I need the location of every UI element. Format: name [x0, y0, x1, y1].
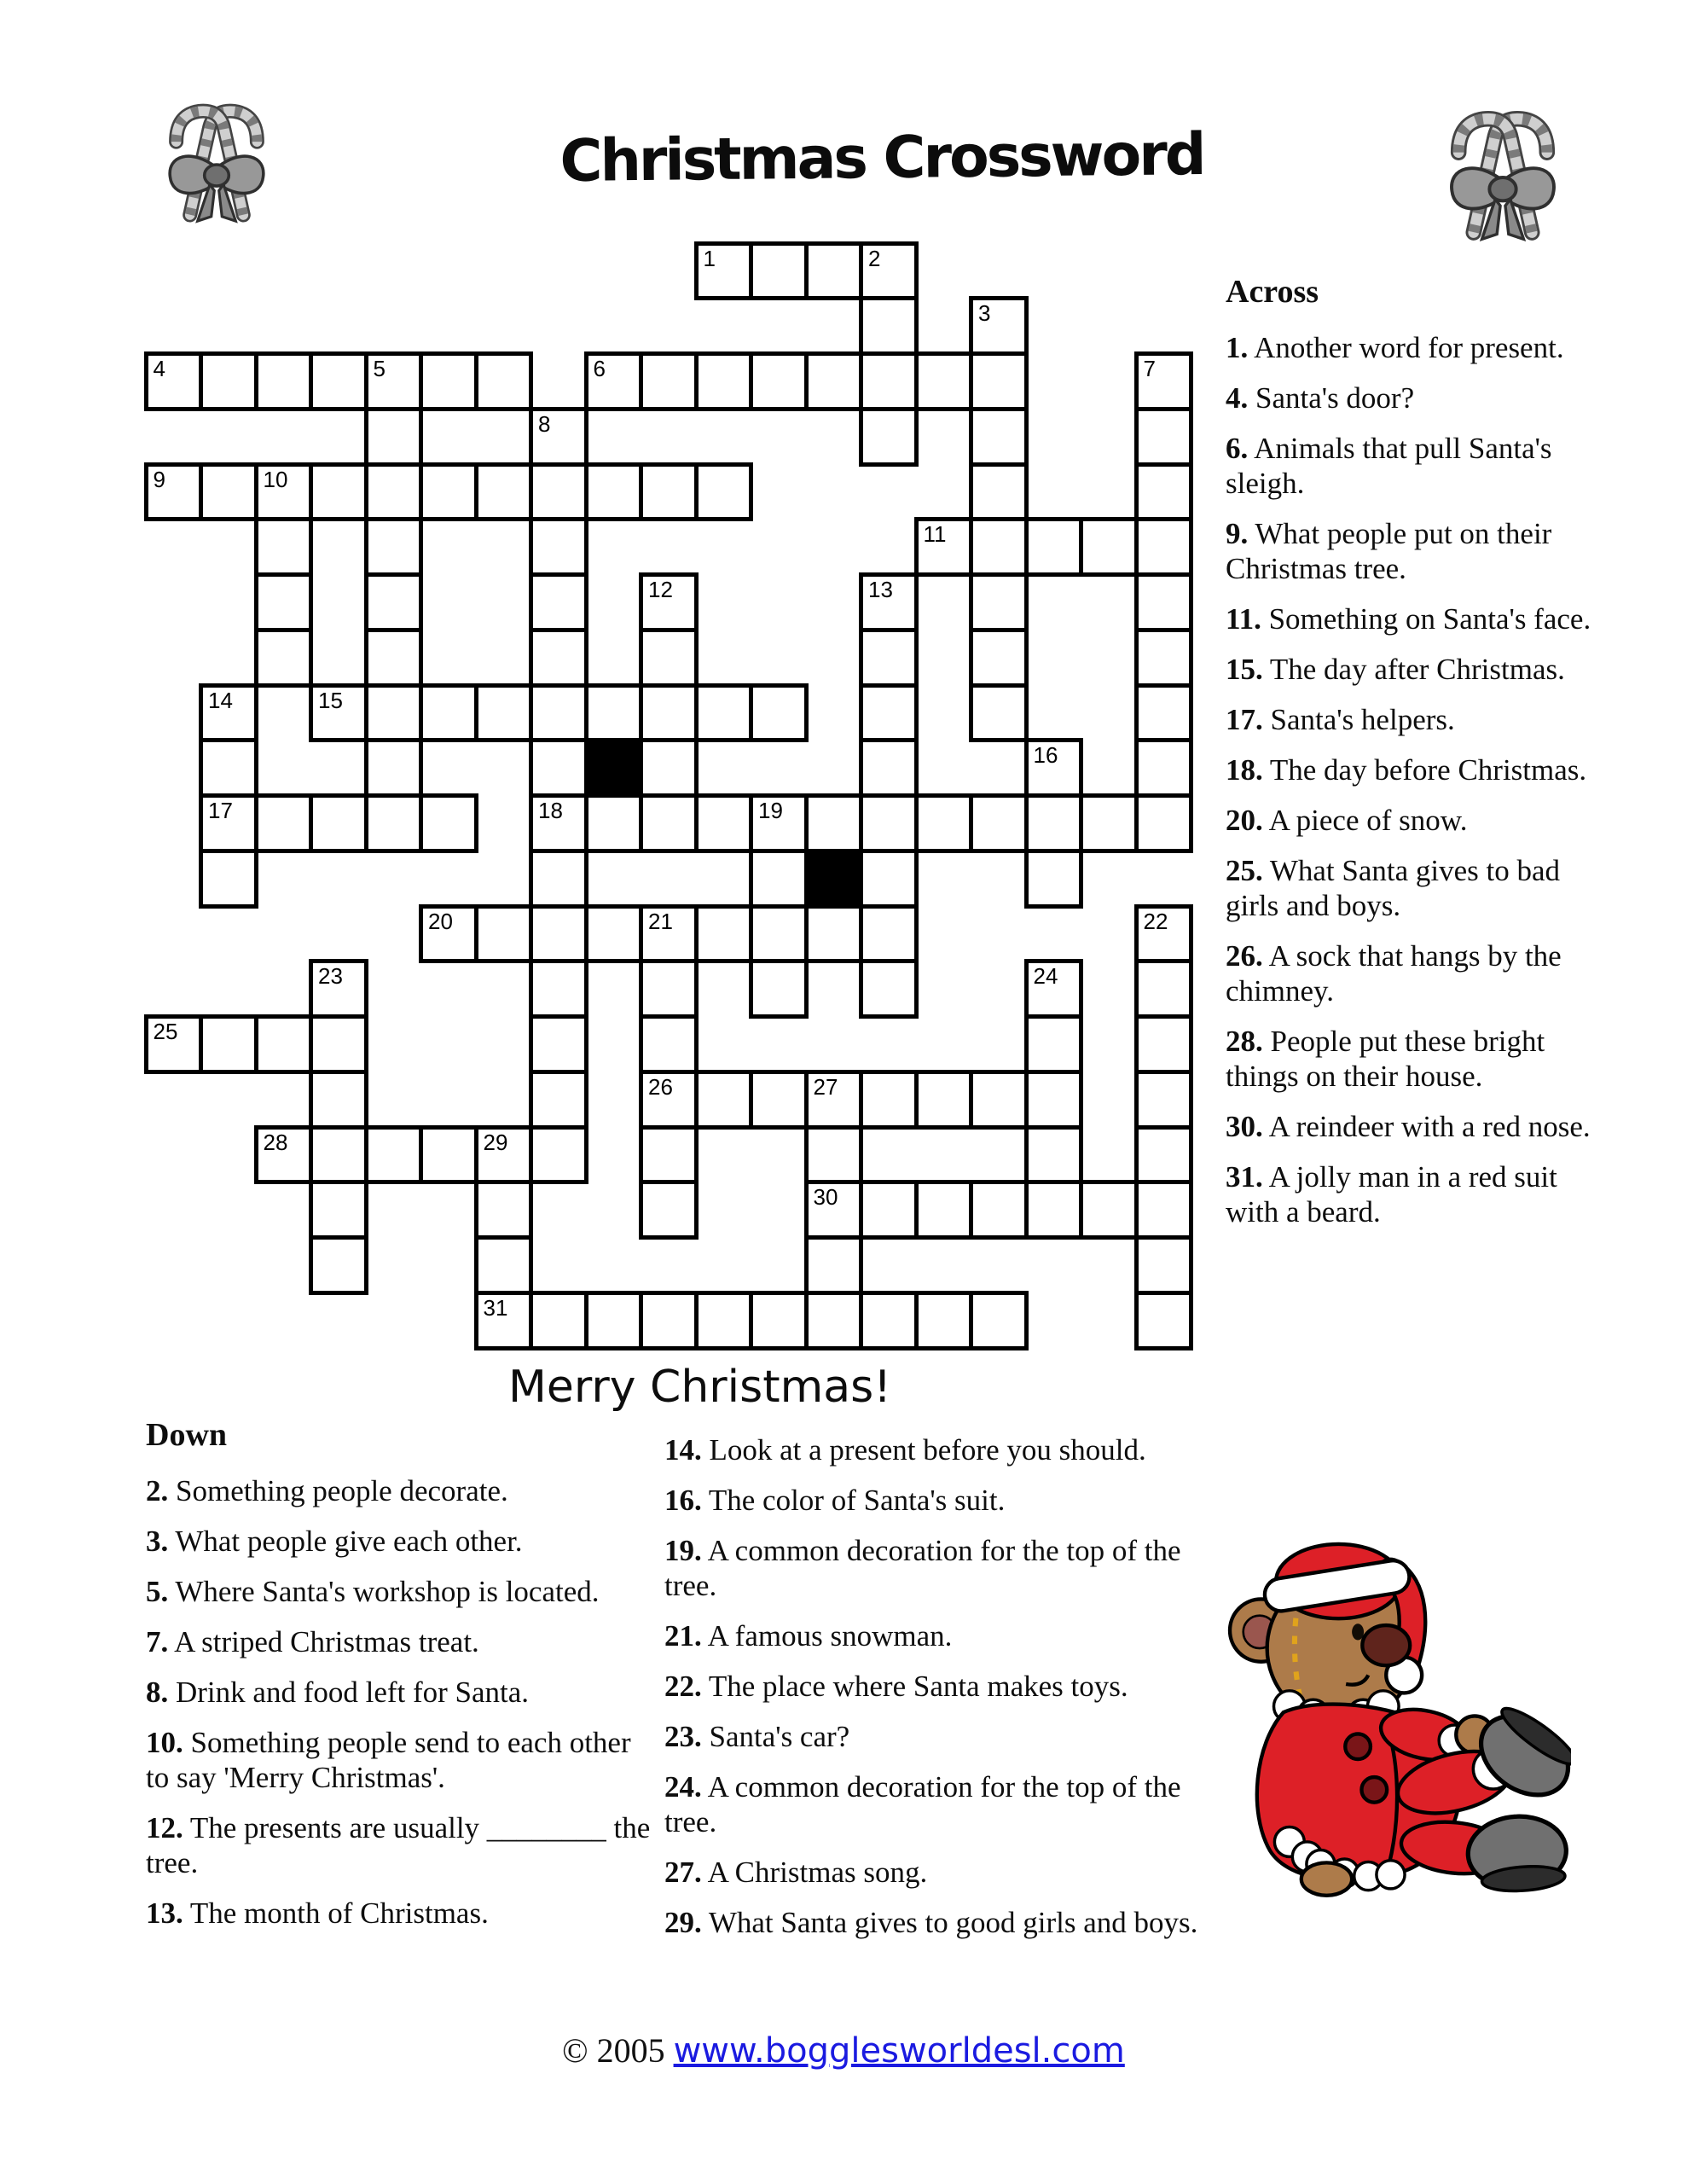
cell-number: 18 — [538, 798, 563, 823]
grid-cell-r4c18[interactable] — [1134, 462, 1194, 522]
clue-number: 7. — [146, 1625, 169, 1658]
cell-number: 4 — [153, 356, 165, 381]
grid-cell-r11c13[interactable] — [859, 849, 919, 909]
clue-across-26: 26. A sock that hangs by the chimney. — [1226, 939, 1562, 1008]
clue-down-16: 16. The color of Santa's suit. — [664, 1484, 1006, 1517]
across-header: Across — [1226, 274, 1319, 310]
clue-across-25: 25. What Santa gives to bad girls and boys. — [1226, 854, 1561, 922]
clue-down-14: 14. Look at a present before you should. — [664, 1433, 1146, 1467]
clue-down-12: 12. The presents are usually ________ the tree. — [146, 1811, 651, 1879]
grid-cell-r10c7[interactable] — [529, 793, 588, 853]
grid-cell-r8c10[interactable] — [694, 683, 754, 743]
down-clues-column-2 — [664, 1432, 1227, 1955]
clue-number: 18. — [1226, 753, 1263, 787]
grid-cell-r10c12[interactable] — [804, 793, 864, 853]
grid-cell-r15c18[interactable] — [1134, 1070, 1194, 1130]
clue-across-11: 11. Something on Santa's face. — [1226, 602, 1591, 636]
clue-number: 22. — [664, 1670, 702, 1703]
grid-cell-r4c10[interactable] — [694, 462, 754, 522]
grid-cell-r17c17[interactable] — [1079, 1180, 1139, 1240]
clue-number: 24. — [664, 1770, 702, 1804]
grid-cell-r14c3[interactable] — [309, 1014, 368, 1074]
grid-cell-r10c14[interactable] — [914, 793, 974, 853]
grid-cell-r15c16[interactable] — [1024, 1070, 1084, 1130]
bear-foot — [1301, 1862, 1352, 1895]
grid-cell-r1c15[interactable] — [969, 296, 1029, 356]
grid-cell-r5c14[interactable] — [914, 517, 974, 577]
crossword-grid — [146, 243, 1197, 1352]
grid-cell-r10c8[interactable] — [584, 793, 644, 853]
clue-number: 2. — [146, 1474, 169, 1507]
clue-across-30: 30. A reindeer with a red nose. — [1226, 1110, 1591, 1143]
grid-cell-r10c3[interactable] — [309, 793, 368, 853]
grid-cell-r4c9[interactable] — [639, 462, 699, 522]
grid-cell-r13c16[interactable] — [1024, 959, 1084, 1019]
grid-cell-r19c14[interactable] — [914, 1291, 974, 1350]
clue-number: 28. — [1226, 1025, 1263, 1058]
grid-cell-r9c16[interactable] — [1024, 738, 1084, 798]
bear-boot — [1465, 1813, 1568, 1894]
down-clues-column-1 — [146, 1418, 658, 1946]
clue-number: 14. — [664, 1433, 702, 1467]
grid-cell-r11c7[interactable] — [529, 849, 588, 909]
grid-cell-r14c9[interactable] — [639, 1014, 699, 1074]
down-clue-list-2 — [664, 1432, 1227, 1940]
grid-cell-r14c0[interactable] — [144, 1014, 204, 1074]
grid-cell-r8c6[interactable] — [474, 683, 534, 743]
clue-across-20: 20. A piece of snow. — [1226, 804, 1468, 837]
block-cell — [804, 849, 864, 909]
grid-cell-r4c4[interactable] — [364, 462, 424, 522]
grid-cell-r2c15[interactable] — [969, 351, 1029, 411]
cell-number: 21 — [648, 908, 673, 934]
grid-cell-r0c12[interactable] — [804, 241, 864, 301]
cell-number: 28 — [263, 1129, 288, 1155]
grid-cell-r9c7[interactable] — [529, 738, 588, 798]
grid-cell-r4c7[interactable] — [529, 462, 588, 522]
grid-cell-r7c9[interactable] — [639, 628, 699, 688]
grid-cell-r1c13[interactable] — [859, 296, 919, 356]
grid-cell-r17c14[interactable] — [914, 1180, 974, 1240]
clue-down-7: 7. A striped Christmas treat. — [146, 1625, 479, 1658]
grid-cell-r15c15[interactable] — [969, 1070, 1029, 1130]
clue-number: 15. — [1226, 653, 1263, 686]
grid-cell-r12c7[interactable] — [529, 904, 588, 964]
clue-down-24: 24. A common decoration for the top of the tree. — [664, 1770, 1181, 1838]
grid-cell-r4c15[interactable] — [969, 462, 1029, 522]
footer — [0, 2030, 1687, 2071]
grid-cell-r5c16[interactable] — [1024, 517, 1084, 577]
bear-nose — [1362, 1625, 1410, 1665]
clue-number: 25. — [1226, 854, 1263, 887]
clue-number: 1. — [1226, 331, 1249, 364]
grid-cell-r15c9[interactable] — [639, 1070, 699, 1130]
grid-cell-r6c2[interactable] — [254, 572, 314, 632]
clue-number: 11. — [1226, 602, 1261, 636]
grid-cell-r17c13[interactable] — [859, 1180, 919, 1240]
coat-button — [1361, 1777, 1387, 1803]
grid-cell-r19c13[interactable] — [859, 1291, 919, 1350]
grid-cell-r0c13[interactable] — [859, 241, 919, 301]
clue-number: 20. — [1226, 804, 1263, 837]
grid-cell-r16c18[interactable] — [1134, 1125, 1194, 1185]
grid-cell-r6c18[interactable] — [1134, 572, 1194, 632]
grid-cell-r14c2[interactable] — [254, 1014, 314, 1074]
grid-cell-r14c7[interactable] — [529, 1014, 588, 1074]
grid-cell-r2c10[interactable] — [694, 351, 754, 411]
grid-cell-r7c13[interactable] — [859, 628, 919, 688]
grid-cell-r8c1[interactable] — [199, 683, 258, 743]
grid-cell-r19c15[interactable] — [969, 1291, 1029, 1350]
grid-cell-r18c3[interactable] — [309, 1235, 368, 1295]
coat-button — [1345, 1734, 1371, 1759]
grid-cell-r10c13[interactable] — [859, 793, 919, 853]
cell-number: 15 — [318, 687, 343, 713]
grid-cell-r17c3[interactable] — [309, 1180, 368, 1240]
grid-cell-r8c3[interactable] — [309, 683, 368, 743]
clue-number: 19. — [664, 1534, 702, 1567]
grid-cell-r19c10[interactable] — [694, 1291, 754, 1350]
grid-cell-r6c9[interactable] — [639, 572, 699, 632]
cell-number: 1 — [703, 245, 716, 271]
grid-cell-r7c7[interactable] — [529, 628, 588, 688]
grid-cell-r8c5[interactable] — [419, 683, 478, 743]
grid-cell-r15c12[interactable] — [804, 1070, 864, 1130]
grid-cell-r3c4[interactable] — [364, 407, 424, 467]
cell-number: 14 — [208, 687, 233, 713]
grid-cell-r16c9[interactable] — [639, 1125, 699, 1185]
clue-number: 30. — [1226, 1110, 1263, 1143]
grid-cell-r12c10[interactable] — [694, 904, 754, 964]
cell-number: 5 — [373, 356, 386, 381]
clue-down-5: 5. Where Santa's workshop is located. — [146, 1575, 600, 1608]
grid-cell-r10c15[interactable] — [969, 793, 1029, 853]
grid-cell-r7c4[interactable] — [364, 628, 424, 688]
grid-cell-r17c12[interactable] — [804, 1180, 864, 1240]
clue-number: 17. — [1226, 703, 1263, 736]
grid-cell-r2c2[interactable] — [254, 351, 314, 411]
clue-number: 23. — [664, 1720, 702, 1753]
cell-number: 29 — [483, 1129, 508, 1155]
cell-number: 9 — [153, 466, 165, 492]
grid-cell-r16c16[interactable] — [1024, 1125, 1084, 1185]
grid-cell-r8c7[interactable] — [529, 683, 588, 743]
grid-cell-r15c7[interactable] — [529, 1070, 588, 1130]
grid-cell-r7c15[interactable] — [969, 628, 1029, 688]
clue-number: 12. — [146, 1811, 183, 1844]
grid-cell-r18c12[interactable] — [804, 1235, 864, 1295]
clue-number: 13. — [146, 1896, 183, 1930]
cell-number: 8 — [538, 410, 551, 437]
clue-number: 21. — [664, 1619, 702, 1653]
clue-number: 31. — [1226, 1160, 1263, 1194]
grid-cell-r14c18[interactable] — [1134, 1014, 1194, 1074]
merry-christmas-text: Merry Christmas! — [508, 1362, 892, 1413]
grid-cell-r9c18[interactable] — [1134, 738, 1194, 798]
grid-cell-r2c13[interactable] — [859, 351, 919, 411]
grid-cell-r19c9[interactable] — [639, 1291, 699, 1350]
grid-cell-r10c4[interactable] — [364, 793, 424, 853]
grid-cell-r17c16[interactable] — [1024, 1180, 1084, 1240]
grid-cell-r19c18[interactable] — [1134, 1291, 1194, 1350]
cell-number: 24 — [1033, 963, 1058, 990]
grid-cell-r19c12[interactable] — [804, 1291, 864, 1350]
clue-number: 26. — [1226, 939, 1263, 973]
grid-cell-r13c7[interactable] — [529, 959, 588, 1019]
grid-cell-r14c1[interactable] — [199, 1014, 258, 1074]
clue-down-2: 2. Something people decorate. — [146, 1474, 508, 1507]
grid-cell-r15c10[interactable] — [694, 1070, 754, 1130]
grid-cell-r11c1[interactable] — [199, 849, 258, 909]
clue-across-4: 4. Santa's door? — [1226, 381, 1415, 415]
copyright-text: © 2005 — [562, 2031, 674, 2070]
grid-cell-r8c4[interactable] — [364, 683, 424, 743]
grid-cell-r2c11[interactable] — [749, 351, 809, 411]
block-cell — [584, 738, 644, 798]
grid-cell-r4c5[interactable] — [419, 462, 478, 522]
clue-across-9: 9. What people put on their Christmas tree. — [1226, 517, 1552, 585]
clue-number: 8. — [146, 1676, 169, 1709]
cell-number: 23 — [318, 963, 343, 990]
cell-number: 6 — [593, 356, 606, 381]
grid-cell-r5c4[interactable] — [364, 517, 424, 577]
grid-cell-r7c2[interactable] — [254, 628, 314, 688]
grid-cell-r12c18[interactable] — [1134, 904, 1194, 964]
grid-cell-r10c9[interactable] — [639, 793, 699, 853]
grid-cell-r18c18[interactable] — [1134, 1235, 1194, 1295]
cell-number: 19 — [758, 798, 783, 823]
grid-cell-r2c18[interactable] — [1134, 351, 1194, 411]
grid-cell-r16c5[interactable] — [419, 1125, 478, 1185]
grid-cell-r3c18[interactable] — [1134, 407, 1194, 467]
grid-cell-r13c3[interactable] — [309, 959, 368, 1019]
grid-cell-r12c13[interactable] — [859, 904, 919, 964]
grid-cell-r16c7[interactable] — [529, 1125, 588, 1185]
grid-cell-r4c2[interactable] — [254, 462, 314, 522]
cell-number: 16 — [1033, 742, 1058, 769]
cell-number: 30 — [813, 1184, 838, 1211]
grid-cell-r19c11[interactable] — [749, 1291, 809, 1350]
grid-cell-r10c2[interactable] — [254, 793, 314, 853]
candy-cane-bow-right-icon — [1431, 102, 1574, 253]
across-clue-list — [1226, 330, 1605, 1229]
grid-cell-r14c16[interactable] — [1024, 1014, 1084, 1074]
down-header: Down — [146, 1417, 228, 1453]
clue-number: 16. — [664, 1484, 702, 1517]
grid-cell-r2c6[interactable] — [474, 351, 534, 411]
clue-down-27: 27. A Christmas song. — [664, 1856, 928, 1889]
grid-cell-r15c11[interactable] — [749, 1070, 809, 1130]
clue-down-13: 13. The month of Christmas. — [146, 1896, 489, 1930]
grid-cell-r17c9[interactable] — [639, 1180, 699, 1240]
cell-number: 12 — [648, 577, 673, 602]
grid-cell-r8c15[interactable] — [969, 683, 1029, 743]
grid-cell-r9c1[interactable] — [199, 738, 258, 798]
grid-cell-r2c5[interactable] — [419, 351, 478, 411]
grid-cell-r0c11[interactable] — [749, 241, 809, 301]
grid-cell-r10c5[interactable] — [419, 793, 478, 853]
grid-cell-r9c9[interactable] — [639, 738, 699, 798]
clue-number: 4. — [1226, 381, 1249, 415]
grid-cell-r2c9[interactable] — [639, 351, 699, 411]
grid-cell-r13c9[interactable] — [639, 959, 699, 1019]
grid-cell-r15c14[interactable] — [914, 1070, 974, 1130]
grid-cell-r9c4[interactable] — [364, 738, 424, 798]
clue-across-28: 28. People put these bright things on their house. — [1226, 1025, 1545, 1093]
grid-cell-r7c18[interactable] — [1134, 628, 1194, 688]
grid-cell-r15c3[interactable] — [309, 1070, 368, 1130]
candy-cane-bow-left-icon — [152, 96, 281, 234]
grid-cell-r8c18[interactable] — [1134, 683, 1194, 743]
grid-cell-r5c18[interactable] — [1134, 517, 1194, 577]
grid-cell-r11c16[interactable] — [1024, 849, 1084, 909]
grid-cell-r2c0[interactable] — [144, 351, 204, 411]
grid-cell-r12c11[interactable] — [749, 904, 809, 964]
grid-cell-r10c11[interactable] — [749, 793, 809, 853]
grid-cell-r16c3[interactable] — [309, 1125, 368, 1185]
grid-cell-r12c12[interactable] — [804, 904, 864, 964]
grid-cell-r19c8[interactable] — [584, 1291, 644, 1350]
grid-cell-r6c13[interactable] — [859, 572, 919, 632]
grid-cell-r19c6[interactable] — [474, 1291, 534, 1350]
cell-number: 27 — [813, 1073, 838, 1100]
clue-across-15: 15. The day after Christmas. — [1226, 653, 1565, 686]
grid-cell-r17c18[interactable] — [1134, 1180, 1194, 1240]
grid-cell-r8c13[interactable] — [859, 683, 919, 743]
page-title: Christmas Crossword — [559, 121, 1204, 195]
cell-number: 17 — [208, 798, 233, 823]
grid-cell-r4c1[interactable] — [199, 462, 258, 522]
clue-number: 10. — [146, 1726, 183, 1759]
clue-number: 6. — [1226, 432, 1249, 465]
grid-cell-r10c10[interactable] — [694, 793, 754, 853]
clue-down-8: 8. Drink and food left for Santa. — [146, 1676, 530, 1709]
clue-across-18: 18. The day before Christmas. — [1226, 753, 1587, 787]
clue-down-10: 10. Something people send to each other to say 'Merry Christmas'. — [146, 1726, 631, 1794]
grid-cell-r12c5[interactable] — [419, 904, 478, 964]
grid-cell-r12c8[interactable] — [584, 904, 644, 964]
cell-number: 2 — [868, 245, 881, 271]
grid-cell-r2c1[interactable] — [199, 351, 258, 411]
grid-cell-r4c3[interactable] — [309, 462, 368, 522]
grid-cell-r11c11[interactable] — [749, 849, 809, 909]
across-clues-section — [1226, 275, 1605, 1245]
website-link[interactable]: www.bogglesworldesl.com — [673, 2031, 1125, 2071]
grid-cell-r3c7[interactable] — [529, 407, 588, 467]
grid-cell-r2c4[interactable] — [364, 351, 424, 411]
down-clue-list-1 — [146, 1473, 658, 1931]
grid-cell-r5c2[interactable] — [254, 517, 314, 577]
grid-cell-r13c13[interactable] — [859, 959, 919, 1019]
cell-number: 20 — [428, 908, 453, 934]
grid-cell-r10c17[interactable] — [1079, 793, 1139, 853]
clue-number: 5. — [146, 1575, 169, 1608]
cell-number: 3 — [978, 300, 991, 327]
clue-down-22: 22. The place where Santa makes toys. — [664, 1670, 1128, 1703]
grid-cell-r5c15[interactable] — [969, 517, 1029, 577]
grid-cell-r18c6[interactable] — [474, 1235, 534, 1295]
clue-across-31: 31. A jolly man in a red suit with a beard. — [1226, 1160, 1557, 1228]
grid-cell-r4c6[interactable] — [474, 462, 534, 522]
clue-across-17: 17. Santa's helpers. — [1226, 703, 1455, 736]
grid-cell-r3c13[interactable] — [859, 407, 919, 467]
grid-cell-r4c8[interactable] — [584, 462, 644, 522]
cell-number: 10 — [263, 466, 288, 492]
clue-number: 9. — [1226, 517, 1249, 550]
grid-cell-r13c11[interactable] — [749, 959, 809, 1019]
clue-number: 3. — [146, 1525, 169, 1558]
grid-cell-r10c16[interactable] — [1024, 793, 1084, 853]
grid-cell-r12c6[interactable] — [474, 904, 534, 964]
grid-cell-r0c10[interactable] — [694, 241, 754, 301]
grid-cell-r10c1[interactable] — [199, 793, 258, 853]
cell-number: 7 — [1143, 356, 1156, 381]
clue-down-29: 29. What Santa gives to good girls and boys. — [664, 1906, 1198, 1939]
grid-cell-r3c15[interactable] — [969, 407, 1029, 467]
grid-cell-r16c12[interactable] — [804, 1125, 864, 1185]
cell-number: 25 — [153, 1019, 178, 1044]
grid-cell-r19c7[interactable] — [529, 1291, 588, 1350]
grid-cell-r17c6[interactable] — [474, 1180, 534, 1240]
grid-cell-r5c7[interactable] — [529, 517, 588, 577]
grid-cell-r16c6[interactable] — [474, 1125, 534, 1185]
grid-cell-r16c4[interactable] — [364, 1125, 424, 1185]
grid-cell-r15c13[interactable] — [859, 1070, 919, 1130]
grid-cell-r2c8[interactable] — [584, 351, 644, 411]
grid-cell-r5c17[interactable] — [1079, 517, 1139, 577]
clue-down-23: 23. Santa's car? — [664, 1720, 850, 1753]
grid-cell-r2c3[interactable] — [309, 351, 368, 411]
grid-cell-r8c9[interactable] — [639, 683, 699, 743]
grid-cell-r13c18[interactable] — [1134, 959, 1194, 1019]
clue-across-6: 6. Animals that pull Santa's sleigh. — [1226, 432, 1552, 500]
grid-cell-r8c8[interactable] — [584, 683, 644, 743]
cell-number: 13 — [868, 577, 893, 602]
grid-cell-r2c12[interactable] — [804, 351, 864, 411]
clue-down-3: 3. What people give each other. — [146, 1525, 523, 1558]
grid-cell-r9c13[interactable] — [859, 738, 919, 798]
grid-cell-r4c0[interactable] — [144, 462, 204, 522]
cell-number: 26 — [648, 1073, 673, 1100]
teddy-bear-image — [1204, 1520, 1571, 1900]
grid-cell-r2c14[interactable] — [914, 351, 974, 411]
grid-cell-r12c9[interactable] — [639, 904, 699, 964]
clue-number: 27. — [664, 1856, 702, 1889]
grid-cell-r6c4[interactable] — [364, 572, 424, 632]
cell-number: 11 — [923, 521, 947, 548]
grid-cell-r17c15[interactable] — [969, 1180, 1029, 1240]
clue-number: 29. — [664, 1906, 702, 1939]
cell-number: 31 — [483, 1294, 508, 1321]
grid-cell-r6c7[interactable] — [529, 572, 588, 632]
clue-down-21: 21. A famous snowman. — [664, 1619, 953, 1653]
grid-cell-r6c15[interactable] — [969, 572, 1029, 632]
grid-cell-r16c2[interactable] — [254, 1125, 314, 1185]
clue-across-1: 1. Another word for present. — [1226, 331, 1564, 364]
grid-cell-r8c11[interactable] — [749, 683, 809, 743]
cell-number: 22 — [1143, 908, 1168, 934]
clue-down-19: 19. A common decoration for the top of the tree. — [664, 1534, 1181, 1602]
grid-cell-r10c18[interactable] — [1134, 793, 1194, 853]
